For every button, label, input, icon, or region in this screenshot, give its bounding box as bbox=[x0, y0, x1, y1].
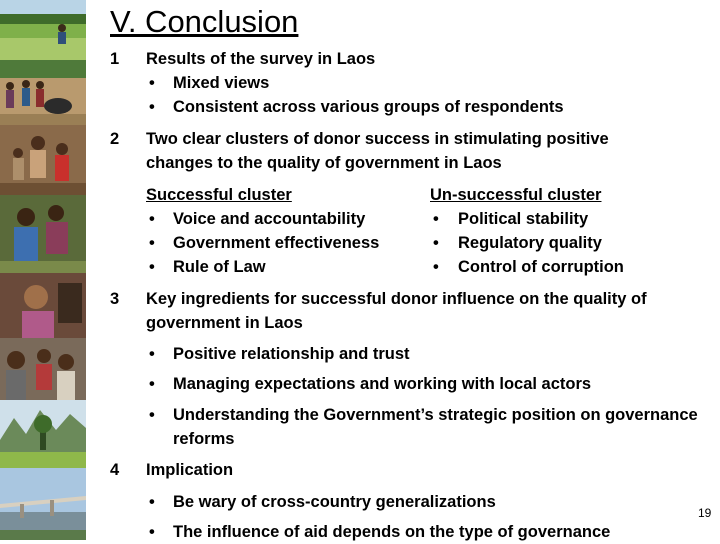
bullet-icon: • bbox=[149, 345, 155, 363]
page-number: 19 bbox=[698, 506, 712, 520]
family-photo bbox=[0, 338, 86, 400]
bullet-icon: • bbox=[149, 493, 155, 511]
successful-item-1: Voice and accountability bbox=[173, 210, 366, 228]
section-4-bullet-1: Be wary of cross-country generalizations bbox=[173, 493, 496, 511]
children-photo bbox=[0, 125, 86, 195]
section-3-bullet-3-line-1: Understanding the Government’s strategic position on governance bbox=[173, 406, 698, 424]
photo-strip bbox=[0, 0, 86, 540]
bridge-photo bbox=[0, 468, 86, 540]
bullet-icon: • bbox=[149, 210, 155, 228]
unsuccessful-item-3: Control of corruption bbox=[458, 258, 624, 276]
bullet-icon: • bbox=[149, 234, 155, 252]
section-2-heading-line-1: Two clear clusters of donor success in stimulating positive bbox=[146, 130, 609, 148]
section-2-number: 2 bbox=[110, 130, 120, 148]
bullet-icon: • bbox=[149, 375, 155, 393]
bullet-icon: • bbox=[149, 406, 155, 424]
woman-portrait-photo bbox=[0, 273, 86, 338]
successful-cluster-title: Successful cluster bbox=[146, 186, 292, 204]
section-1-heading: Results of the survey in Laos bbox=[146, 50, 376, 68]
section-1-number: 1 bbox=[110, 50, 120, 68]
bullet-icon: • bbox=[433, 258, 439, 276]
section-2-heading-line-2: changes to the quality of government in Laos bbox=[146, 154, 502, 172]
women-photo bbox=[0, 195, 86, 273]
section-4-bullet-2: The influence of aid depends on the type of governance bbox=[173, 523, 611, 541]
bullet-icon: • bbox=[149, 523, 155, 541]
landscape-photo bbox=[0, 400, 86, 468]
section-1-bullet-2: Consistent across various groups of respondents bbox=[173, 98, 564, 116]
villagers-photo bbox=[0, 60, 86, 125]
section-3-heading-line-2: government in Laos bbox=[146, 314, 303, 332]
bullet-icon: • bbox=[149, 258, 155, 276]
section-3-bullet-3-line-2: reforms bbox=[173, 430, 235, 448]
section-1-bullet-1: Mixed views bbox=[173, 74, 270, 92]
successful-item-2: Government effectiveness bbox=[173, 234, 380, 252]
section-4-number: 4 bbox=[110, 461, 120, 479]
unsuccessful-item-1: Political stability bbox=[458, 210, 589, 228]
rice-field-photo bbox=[0, 0, 86, 60]
unsuccessful-cluster-title: Un-successful cluster bbox=[430, 186, 602, 204]
section-3-heading-line-1: Key ingredients for successful donor influence on the quality of bbox=[146, 290, 647, 308]
bullet-icon: • bbox=[433, 210, 439, 228]
bullet-icon: • bbox=[433, 234, 439, 252]
section-3-bullet-2: Managing expectations and working with local actors bbox=[173, 375, 592, 393]
section-3-number: 3 bbox=[110, 290, 120, 308]
bullet-icon: • bbox=[149, 74, 155, 92]
bullet-icon: • bbox=[149, 98, 155, 116]
successful-item-3: Rule of Law bbox=[173, 258, 266, 276]
unsuccessful-item-2: Regulatory quality bbox=[458, 234, 602, 252]
slide-title: V. Conclusion bbox=[110, 4, 299, 39]
section-3-bullet-1: Positive relationship and trust bbox=[173, 345, 410, 363]
section-4-heading: Implication bbox=[146, 461, 234, 479]
